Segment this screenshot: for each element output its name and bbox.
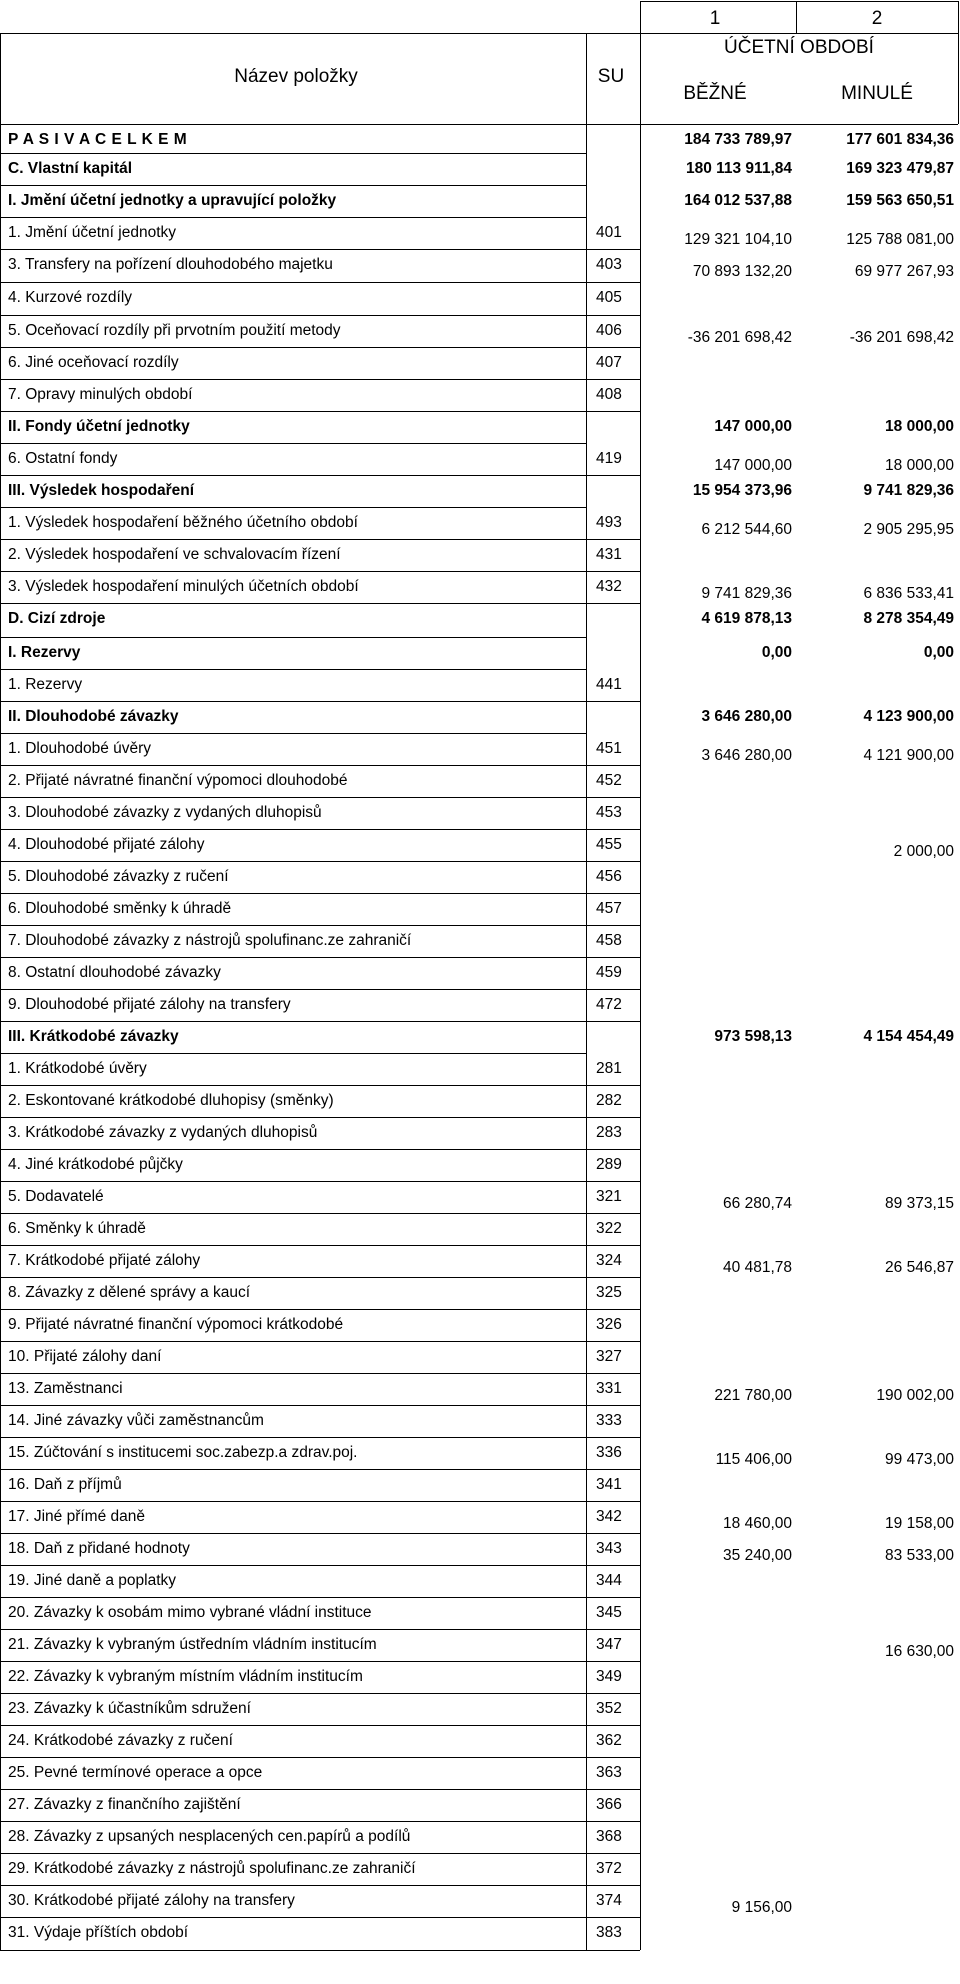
row-label: P A S I V A C E L K E M (8, 131, 188, 148)
row-su: 326 (596, 1316, 622, 1333)
row-su: 342 (596, 1508, 622, 1525)
row-divider (0, 765, 640, 766)
row-label: 8. Závazky z dělené správy a kaucí (8, 1284, 251, 1301)
row-divider (0, 925, 640, 926)
row-divider (0, 153, 586, 154)
row-su: 336 (596, 1444, 622, 1461)
row-label: 1. Výsledek hospodaření běžného účetního období (8, 514, 358, 531)
row-su: 347 (596, 1636, 622, 1653)
row-su: 406 (596, 322, 622, 339)
row-label: 17. Jiné přímé daně (8, 1508, 146, 1525)
row-divider (0, 249, 640, 250)
row-divider (0, 1853, 640, 1854)
row-label: 1. Rezervy (8, 676, 83, 693)
row-divider (0, 1565, 640, 1566)
row-su: 368 (596, 1828, 622, 1845)
row-su: 343 (596, 1540, 622, 1557)
grid-vline (0, 33, 1, 124)
row-label: D. Cizí zdroje (8, 610, 106, 627)
row-divider (0, 1725, 640, 1726)
row-current-value: 147 000,00 (714, 418, 792, 435)
row-current-value: 40 481,78 (723, 1259, 792, 1276)
row-divider (0, 733, 586, 734)
row-divider (0, 1245, 640, 1246)
row-label: 16. Daň z příjmů (8, 1476, 122, 1493)
row-su: 327 (596, 1348, 622, 1365)
row-su: 349 (596, 1668, 622, 1685)
row-previous-value: 4 123 900,00 (863, 708, 954, 725)
row-su: 432 (596, 578, 622, 595)
row-divider (0, 1597, 640, 1598)
row-label: 1. Krátkodobé úvěry (8, 1060, 147, 1077)
row-su: 331 (596, 1380, 622, 1397)
row-su: 333 (596, 1412, 622, 1429)
header-col-num-current: 1 (709, 8, 721, 29)
row-divider (0, 315, 640, 316)
row-label: 2. Eskontované krátkodobé dluhopisy (směnky) (8, 1092, 334, 1109)
row-divider (0, 1309, 640, 1310)
row-su: 408 (596, 386, 622, 403)
row-su: 362 (596, 1732, 622, 1749)
row-divider (0, 507, 586, 508)
row-label: 21. Závazky k vybraným ústředním vládním institucím (8, 1636, 377, 1653)
row-su: 352 (596, 1700, 622, 1717)
row-previous-value: 169 323 479,87 (846, 160, 954, 177)
row-previous-value: 18 000,00 (885, 457, 954, 474)
row-divider (0, 1213, 640, 1214)
row-current-value: 70 893 132,20 (692, 263, 792, 280)
row-label: 2. Výsledek hospodaření ve schvalovacím řízení (8, 546, 341, 563)
row-divider (0, 893, 640, 894)
row-divider (0, 989, 640, 990)
grid-vline (586, 33, 587, 124)
grid-vline (640, 1, 641, 124)
row-label: 20. Závazky k osobám mimo vybrané vládní instituce (8, 1604, 372, 1621)
row-su: 281 (596, 1060, 622, 1077)
row-current-value: 6 212 544,60 (701, 521, 792, 538)
row-current-value: 4 619 878,13 (701, 610, 792, 627)
row-current-value: 35 240,00 (723, 1547, 792, 1564)
row-label: 1. Jmění účetní jednotky (8, 224, 177, 241)
row-previous-value: 177 601 834,36 (846, 131, 954, 148)
row-divider (0, 1821, 640, 1822)
row-label: 7. Krátkodobé přijaté zálohy (8, 1252, 201, 1269)
row-su: 407 (596, 354, 622, 371)
row-label: 6. Dlouhodobé směnky k úhradě (8, 900, 232, 917)
row-label: 13. Zaměstnanci (8, 1380, 123, 1397)
row-previous-value: 16 630,00 (885, 1643, 954, 1660)
row-divider (0, 701, 640, 702)
row-divider (0, 1789, 640, 1790)
row-divider (0, 1341, 640, 1342)
row-previous-value: 2 905 295,95 (863, 521, 954, 538)
row-label: III. Výsledek hospodaření (8, 482, 195, 499)
row-previous-value: 8 278 354,49 (863, 610, 954, 627)
row-divider (0, 217, 586, 218)
row-label: 3. Transfery na pořízení dlouhodobého majetku (8, 256, 333, 273)
row-label: 10. Přijaté zálohy daní (8, 1348, 162, 1365)
row-label: 15. Zúčtování s institucemi soc.zabezp.a zdrav.poj. (8, 1444, 358, 1461)
row-previous-value: 4 121 900,00 (863, 747, 954, 764)
row-previous-value: 89 373,15 (885, 1195, 954, 1212)
row-divider (0, 797, 640, 798)
row-label: 30. Krátkodobé přijaté zálohy na transfery (8, 1892, 295, 1909)
row-current-value: 184 733 789,97 (684, 131, 792, 148)
row-su: 459 (596, 964, 622, 981)
grid-hline (640, 1, 958, 2)
row-previous-value: 125 788 081,00 (846, 231, 954, 248)
row-divider (0, 1181, 640, 1182)
row-label: 7. Opravy minulých období (8, 386, 193, 403)
row-current-value: 9 156,00 (731, 1899, 792, 1916)
header-col-previous: MINULÉ (841, 83, 913, 104)
row-su: 363 (596, 1764, 622, 1781)
row-current-value: 0,00 (761, 644, 792, 661)
row-current-value: 9 741 829,36 (701, 585, 792, 602)
row-label: 4. Dlouhodobé přijaté zálohy (8, 836, 205, 853)
row-previous-value: 2 000,00 (893, 843, 954, 860)
row-su: 345 (596, 1604, 622, 1621)
row-current-value: 115 406,00 (715, 1451, 792, 1468)
row-divider (0, 1501, 640, 1502)
row-divider (0, 1437, 640, 1438)
header-col-num-previous: 2 (871, 8, 883, 29)
row-divider (0, 1661, 640, 1662)
row-label: 9. Přijaté návratné finanční výpomoci krátkodobé (8, 1316, 344, 1333)
row-label: 1. Dlouhodobé úvěry (8, 740, 152, 757)
row-previous-value: 83 533,00 (885, 1547, 954, 1564)
header-col-su: SU (597, 66, 625, 87)
row-label: II. Fondy účetní jednotky (8, 418, 190, 435)
row-su: 344 (596, 1572, 622, 1589)
row-current-value: 147 000,00 (714, 457, 792, 474)
row-label: 6. Ostatní fondy (8, 450, 118, 467)
grid-vline (586, 124, 587, 1950)
row-su: 283 (596, 1124, 622, 1141)
row-label: 5. Dodavatelé (8, 1188, 104, 1205)
row-su: 472 (596, 996, 622, 1013)
row-previous-value: 69 977 267,93 (854, 263, 954, 280)
row-label: C. Vlastní kapitál (8, 160, 133, 177)
row-previous-value: 18 000,00 (885, 418, 954, 435)
row-su: 456 (596, 868, 622, 885)
row-divider (0, 1757, 640, 1758)
row-divider (0, 1469, 640, 1470)
row-su: 458 (596, 932, 622, 949)
row-su: 431 (596, 546, 622, 563)
header-period-title: ÚČETNÍ OBDOBÍ (724, 37, 874, 58)
row-divider (0, 1629, 640, 1630)
row-divider (0, 1373, 640, 1374)
row-divider (0, 1950, 640, 1951)
row-su: 419 (596, 450, 622, 467)
row-divider (0, 1085, 640, 1086)
row-divider (0, 347, 640, 348)
row-current-value: 3 646 280,00 (701, 708, 792, 725)
row-su: 453 (596, 804, 622, 821)
row-label: 3. Výsledek hospodaření minulých účetních období (8, 578, 359, 595)
row-label: 7. Dlouhodobé závazky z nástrojů spolufinanc.ze zahraničí (8, 932, 412, 949)
row-su: 374 (596, 1892, 622, 1909)
row-divider (0, 1117, 640, 1118)
row-su: 325 (596, 1284, 622, 1301)
row-divider (0, 1021, 640, 1022)
row-su: 383 (596, 1924, 622, 1941)
row-label: 18. Daň z přidané hodnoty (8, 1540, 190, 1557)
row-divider (0, 185, 586, 186)
row-divider (0, 1277, 640, 1278)
row-previous-value: 0,00 (923, 644, 954, 661)
row-su: 321 (596, 1188, 622, 1205)
row-label: 6. Jiné oceňovací rozdíly (8, 354, 179, 371)
row-su: 455 (596, 836, 622, 853)
row-previous-value: 19 158,00 (885, 1515, 954, 1532)
row-label: 3. Dlouhodobé závazky z vydaných dluhopisů (8, 804, 322, 821)
row-su: 322 (596, 1220, 622, 1237)
row-divider (0, 1053, 586, 1054)
row-label: 4. Jiné krátkodobé půjčky (8, 1156, 183, 1173)
row-label: 25. Pevné termínové operace a opce (8, 1764, 263, 1781)
row-current-value: 66 280,74 (723, 1195, 792, 1212)
row-label: 5. Oceňovací rozdíly při prvotním použití metody (8, 322, 341, 339)
row-divider (0, 475, 640, 476)
row-current-value: 973 598,13 (714, 1028, 792, 1045)
row-divider (0, 861, 640, 862)
row-previous-value: 26 546,87 (885, 1259, 954, 1276)
row-divider (0, 829, 640, 830)
row-label: 28. Závazky z upsaných nesplacených cen.papírů a podílů (8, 1828, 411, 1845)
row-label: 4. Kurzové rozdíly (8, 289, 133, 306)
row-divider (0, 539, 640, 540)
row-current-value: 164 012 537,88 (684, 192, 792, 209)
row-label: 24. Krátkodobé závazky z ručení (8, 1732, 233, 1749)
row-su: 282 (596, 1092, 622, 1109)
row-su: 341 (596, 1476, 622, 1493)
row-current-value: 3 646 280,00 (701, 747, 792, 764)
row-previous-value: 9 741 829,36 (863, 482, 954, 499)
row-label: I. Rezervy (8, 644, 81, 661)
grid-hline (0, 124, 958, 125)
row-divider (0, 571, 640, 572)
row-previous-value: 159 563 650,51 (846, 192, 954, 209)
row-label: 8. Ostatní dlouhodobé závazky (8, 964, 221, 981)
header-col-name: Název položky (234, 66, 358, 87)
grid-vline (0, 124, 1, 1950)
row-su: 366 (596, 1796, 622, 1813)
row-current-value: 180 113 911,84 (685, 160, 792, 177)
row-su: 441 (596, 676, 622, 693)
row-current-value: 129 321 104,10 (684, 231, 792, 248)
row-current-value: 15 954 373,96 (692, 482, 792, 499)
row-label: 22. Závazky k vybraným místním vládním institucím (8, 1668, 363, 1685)
row-label: 6. Směnky k úhradě (8, 1220, 146, 1237)
row-label: I. Jmění účetní jednotky a upravující položky (8, 192, 337, 209)
row-divider (0, 1885, 640, 1886)
grid-hline (0, 33, 640, 34)
row-current-value: -36 201 698,42 (687, 329, 792, 346)
row-label: 27. Závazky z finančního zajištění (8, 1796, 241, 1813)
grid-vline (796, 1, 797, 33)
row-label: 19. Jiné daně a poplatky (8, 1572, 177, 1589)
row-label: 5. Dlouhodobé závazky z ručení (8, 868, 229, 885)
row-divider (0, 411, 640, 412)
row-label: III. Krátkodobé závazky (8, 1028, 179, 1045)
row-divider (0, 443, 586, 444)
row-su: 452 (596, 772, 622, 789)
row-su: 451 (596, 740, 622, 757)
row-label: II. Dlouhodobé závazky (8, 708, 179, 725)
row-divider (0, 1693, 640, 1694)
row-su: 324 (596, 1252, 622, 1269)
row-divider (0, 1917, 640, 1918)
row-su: 493 (596, 514, 622, 531)
row-divider (0, 1149, 640, 1150)
row-su: 403 (596, 256, 622, 273)
row-label: 2. Přijaté návratné finanční výpomoci dlouhodobé (8, 772, 348, 789)
row-current-value: 221 780,00 (714, 1387, 792, 1404)
row-su: 405 (596, 289, 622, 306)
row-label: 29. Krátkodobé závazky z nástrojů spolufinanc.ze zahraničí (8, 1860, 416, 1877)
row-divider (0, 282, 640, 283)
row-previous-value: 4 154 454,49 (863, 1028, 954, 1045)
row-divider (0, 1533, 640, 1534)
grid-hline (640, 33, 958, 34)
row-label: 3. Krátkodobé závazky z vydaných dluhopisů (8, 1124, 318, 1141)
row-previous-value: 190 002,00 (876, 1387, 954, 1404)
row-divider (0, 1405, 640, 1406)
row-previous-value: -36 201 698,42 (849, 329, 954, 346)
row-su: 457 (596, 900, 622, 917)
row-label: 14. Jiné závazky vůči zaměstnancům (8, 1412, 264, 1429)
header-col-current: BĚŽNÉ (683, 83, 747, 104)
grid-vline (958, 1, 959, 124)
row-divider (0, 603, 640, 604)
row-divider (0, 637, 586, 638)
row-su: 372 (596, 1860, 622, 1877)
row-label: 23. Závazky k účastníkům sdružení (8, 1700, 251, 1717)
row-su: 401 (596, 224, 622, 241)
row-label: 9. Dlouhodobé přijaté zálohy na transfery (8, 996, 291, 1013)
row-divider (0, 379, 640, 380)
row-divider (0, 957, 640, 958)
row-previous-value: 6 836 533,41 (863, 585, 954, 602)
row-current-value: 18 460,00 (723, 1515, 792, 1532)
row-label: 31. Výdaje příštích období (8, 1924, 189, 1941)
row-divider (0, 669, 586, 670)
row-previous-value: 99 473,00 (885, 1451, 954, 1468)
row-su: 289 (596, 1156, 622, 1173)
